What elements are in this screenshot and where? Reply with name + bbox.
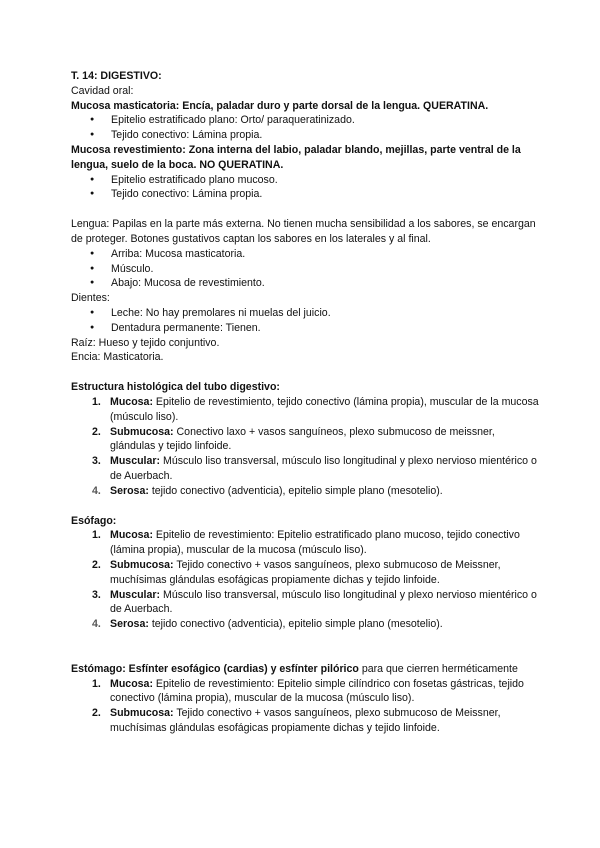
list-item: ● Arriba: Mucosa masticatoria. [71, 247, 540, 262]
estructura-list [71, 395, 540, 499]
revestimiento-list [71, 173, 540, 203]
list-item: 2. Submucosa: Tejido conectivo + vasos sanguíneos, plexo submucoso de Meissner, muchísimas glándulas esofágicas propiamente dichas y tejido linfoide. [92, 558, 501, 586]
cavidad-oral-heading: Cavidad oral: [71, 84, 134, 97]
lengua-paragraph: Lengua: Papilas en la parte más externa. No tienen mucha sensibilidad a los sabores, se encargan de proteger. Botones gustativos captan los sabores en los laterales y al final. [71, 218, 536, 245]
masticatoria-list [71, 113, 540, 143]
list-item: 2. Submucosa: Conectivo laxo + vasos sanguíneos, plexo submucoso de meissner, glándulas y tejido linfoide. [92, 425, 495, 453]
list-item: ● Dentadura permanente: Tienen. [71, 321, 540, 336]
dientes-list [71, 306, 540, 336]
raiz-line: Raíz: Hueso y tejido conjuntivo. [71, 336, 220, 349]
list-item: 2. Submucosa: Tejido conectivo + vasos sanguíneos, plexo submucoso de Meissner, muchísimas glándulas esofágicas propiamente dichas y tejido linfoide. [92, 707, 501, 735]
list-item: 4. Serosa: tejido conectivo (adventicia), epitelio simple plano (mesotelio). [92, 484, 443, 497]
estomago-title: Estómago: Esfínter esofágico (cardias) y esfínter pilórico para que cierren herméticamente [71, 662, 518, 675]
esofago-list [71, 528, 540, 632]
estomago-list [71, 677, 540, 736]
dientes-label: Dientes: [71, 292, 110, 305]
mucosa-masticatoria-title: Mucosa masticatoria: Encía, paladar duro y parte dorsal de la lengua. QUERATINA. [71, 99, 489, 112]
list-item: ● Epitelio estratificado plano mucoso. [71, 173, 540, 188]
list-item: 3. Muscular: Músculo liso transversal, músculo liso longitudinal y plexo nervioso mientérico o de Auerbach. [92, 455, 537, 482]
list-item: 1. Mucosa: Epitelio de revestimiento: Epitelio simple cilíndrico con fosetas gástricas, tejido conectivo (lámina propia), muscular de la mucosa (músculo liso). [92, 677, 524, 705]
list-item: 1. Mucosa: Epitelio de revestimiento, tejido conectivo (lámina propia), muscular de la mucosa (músculo liso). [92, 395, 539, 423]
list-item: ● Leche: No hay premolares ni muelas del juicio. [71, 306, 540, 321]
document-title: T. 14: DIGESTIVO: [71, 70, 162, 82]
list-item: ● Abajo: Mucosa de revestimiento. [71, 276, 540, 291]
esofago-title: Esófago: [71, 514, 117, 527]
mucosa-revestimiento-title: Mucosa revestimiento: Zona interna del labio, paladar blando, mejillas, parte ventral de la lengua, suelo de la boca. NO QUERATINA. [71, 143, 521, 171]
lengua-list [71, 247, 540, 291]
list-item: 3. Muscular: Músculo liso transversal, músculo liso longitudinal y plexo nervioso mientérico o de Auerbach. [92, 588, 537, 616]
list-item: ● Tejido conectivo: Lámina propia. [71, 187, 540, 202]
list-item: ● Músculo. [71, 262, 540, 277]
list-item: ● Epitelio estratificado plano: Orto/ paraqueratinizado. [71, 113, 540, 128]
encia-line: Encia: Masticatoria. [71, 351, 164, 364]
list-item: ● Tejido conectivo: Lámina propia. [71, 128, 540, 143]
list-item: 1. Mucosa: Epitelio de revestimiento: Epitelio estratificado plano mucoso, tejido conectivo (lámina propia), muscular de la mucosa (músculo liso). [92, 529, 520, 557]
list-item: 4. Serosa: tejido conectivo (adventicia), epitelio simple plano (mesotelio). [92, 618, 443, 631]
estructura-title: Estructura histológica del tubo digestivo: [71, 381, 280, 394]
